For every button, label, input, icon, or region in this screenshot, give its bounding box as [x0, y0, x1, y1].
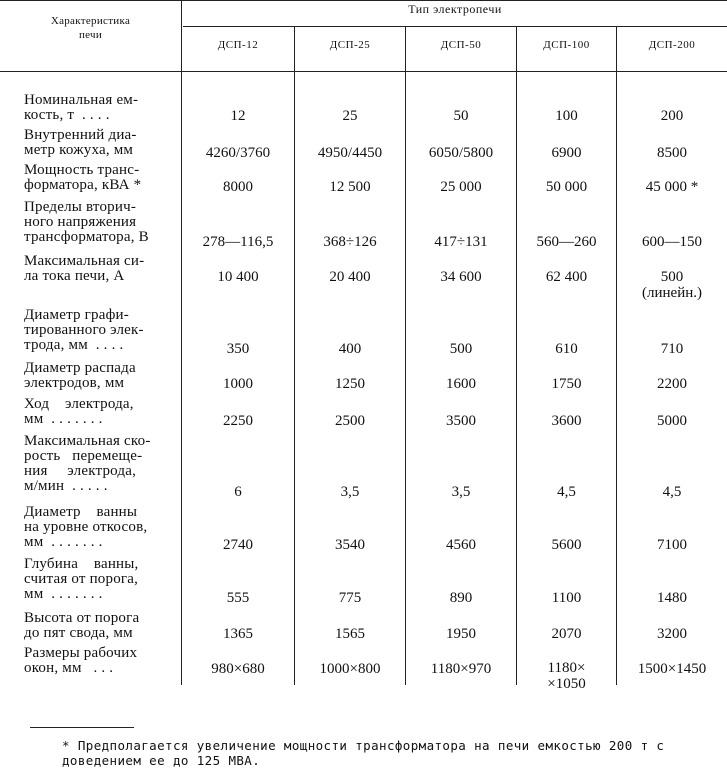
row-label-shell-diameter: Внутренний диа- метр кожуха, мм — [24, 127, 137, 158]
row-label-electrode-speed: Максимальная ско- рость перемеще- ния электрода, м/мин . . . . . — [24, 433, 151, 494]
table-cell: 45 000 * — [645, 179, 699, 195]
table-cell: 25 000 — [440, 179, 482, 195]
table-cell: 4560 — [446, 537, 476, 553]
table-cell: 8500 — [657, 145, 687, 161]
table-cell: 6 — [234, 484, 242, 500]
characteristic-header-line1: Характеристика — [50, 15, 131, 27]
table-cell: 1600 — [446, 376, 476, 392]
footnote-rule — [30, 727, 134, 728]
table-cell: 25 — [342, 108, 358, 124]
table-cell: 1180×970 — [430, 661, 492, 677]
table-cell: 50 — [453, 108, 469, 124]
table-cell: 2200 — [657, 376, 687, 392]
table-cell: 1250 — [335, 376, 365, 392]
table-cell: 1500×1450 — [637, 661, 707, 677]
table-cell: 560—260 — [536, 234, 597, 250]
row-label-electrode-spread: Диаметр распада электродов, мм — [24, 360, 136, 391]
table-cell: 20 400 — [329, 269, 371, 285]
table-cell: 775 — [338, 590, 362, 606]
table-cell: 1480 — [657, 590, 687, 606]
row-label-window-sizes: Размеры рабочих окон, мм . . . — [24, 645, 138, 676]
table-cell: 980×680 — [211, 661, 265, 677]
characteristic-header — [0, 14, 181, 42]
table-cell: 10 400 — [217, 269, 259, 285]
row-label-roof-height: Высота от порога до пят свода, мм — [24, 610, 140, 641]
table-cell: 4260/3760 — [205, 145, 271, 161]
group-header-rule — [183, 26, 727, 27]
table-cell: 12 500 — [329, 179, 371, 195]
column-header-dsp-50: ДСП-50 — [440, 39, 482, 51]
row-label-bath-diameter: Диаметр ванны на уровне откосов, мм . . . . . . . — [24, 504, 148, 550]
table-cell: 1365 — [223, 626, 253, 642]
row-label-transformer-power: Мощность транс- форматора, кВА * — [24, 162, 142, 193]
table-cell: 1000×800 — [319, 661, 381, 677]
table-cell: 417÷131 — [434, 234, 488, 250]
table-cell: 350 — [226, 341, 250, 357]
table-cell: 3540 — [335, 537, 365, 553]
row-label-bath-depth: Глубина ванны, считая от порога, мм . . . . . . . — [24, 556, 139, 602]
table-cell: 2500 — [335, 413, 365, 429]
row-label-capacity: Номинальная ем- кость, т . . . . — [24, 92, 139, 123]
table-cell: 1750 — [551, 376, 582, 392]
table-cell: 100 — [555, 108, 578, 124]
table-cell: 2740 — [223, 537, 253, 553]
table-cell: 1100 — [551, 590, 582, 606]
table-cell: 6900 — [551, 145, 582, 161]
table-cell: 62 400 — [545, 269, 588, 285]
table-cell: 2070 — [551, 626, 582, 642]
footnote: * Предполагается увеличение мощности трансформатора на печи емкостью 200 т с доведением ее до 125 МВА. — [62, 738, 665, 768]
table-cell: 1180× ×1050 — [547, 660, 586, 692]
table-cell: 3200 — [657, 626, 687, 642]
table-cell: 3,5 — [340, 484, 360, 500]
characteristic-header-line2: печи — [78, 29, 103, 41]
table-cell: 610 — [555, 341, 578, 357]
table-cell: 3600 — [551, 413, 582, 429]
table-cell: 890 — [449, 590, 473, 606]
column-header-dsp-12: ДСП-12 — [217, 39, 259, 51]
row-label-electrode-diameter: Диаметр графи- тированного элек- трода, мм . . . . — [24, 307, 144, 353]
column-header-dsp-200: ДСП-200 — [648, 39, 696, 51]
header-bottom-border — [0, 71, 727, 72]
column-header-dsp-25: ДСП-25 — [329, 39, 371, 51]
table-cell: 50 000 — [545, 179, 588, 195]
table-cell: 34 600 — [440, 269, 482, 285]
table-cell: 1565 — [335, 626, 365, 642]
table-cell: 6050/5800 — [428, 145, 494, 161]
table-cell: 5600 — [551, 537, 582, 553]
table-cell: 400 — [338, 341, 362, 357]
row-label-electrode-stroke: Ход электрода, мм . . . . . . . — [24, 396, 134, 427]
table-cell: 8000 — [223, 179, 253, 195]
table-cell: 278—116,5 — [202, 234, 274, 250]
table-cell: 555 — [226, 590, 250, 606]
table-cell: 3,5 — [451, 484, 471, 500]
table-cell: 500 — [449, 341, 473, 357]
column-header-dsp-100: ДСП-100 — [543, 39, 590, 51]
table-top-border — [0, 0, 727, 1]
table-cell: 600—150 — [642, 234, 702, 250]
table-cell: 368÷126 — [323, 234, 377, 250]
table-cell: 4,5 — [662, 484, 682, 500]
row-label-secondary-voltage: Пределы вторич- ного напряжения трансформатора, В — [24, 199, 149, 245]
furnace-type-header: Тип электропечи — [408, 2, 502, 16]
table-cell: 710 — [660, 341, 684, 357]
table-cell: 12 — [230, 108, 246, 124]
table-cell: 4950/4450 — [317, 145, 383, 161]
table-cell: 7100 — [657, 537, 687, 553]
table-cell: 5000 — [657, 413, 687, 429]
table-cell: 3500 — [446, 413, 476, 429]
table-cell: 500 (линейн.) — [642, 269, 702, 301]
table-cell: 4,5 — [557, 484, 576, 500]
table-cell: 1950 — [446, 626, 476, 642]
table-cell: 2250 — [223, 413, 253, 429]
table-cell: 1000 — [223, 376, 253, 392]
table-cell: 200 — [660, 108, 684, 124]
row-label-max-current: Максимальная си- ла тока печи, А — [24, 253, 145, 284]
